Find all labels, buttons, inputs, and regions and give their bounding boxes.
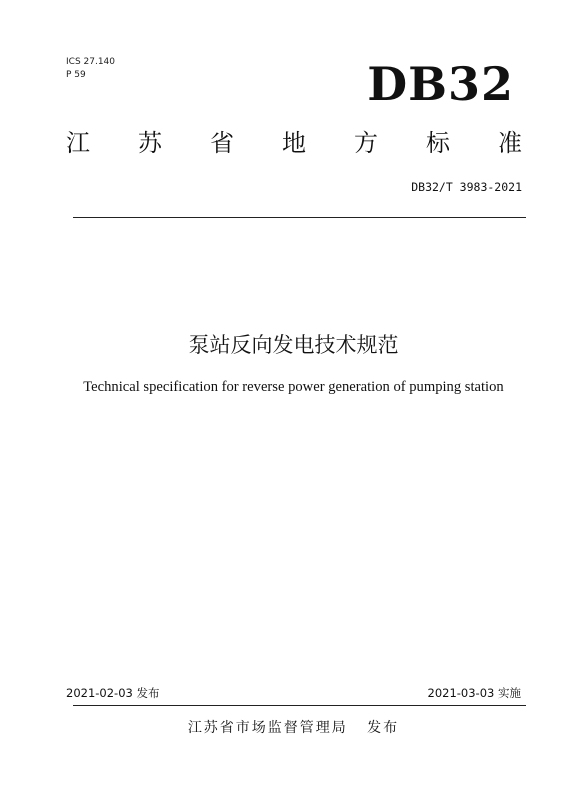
standard-type-char: 苏 [138,129,162,157]
standard-type-heading [66,128,522,158]
standard-type-char: 地 [282,129,306,157]
implementation-date: 2021-03-03 实施 [427,686,521,700]
standard-type-char: 江 [66,129,90,157]
footer-divider [73,705,526,706]
db32-logo: DB32 [367,57,514,111]
standard-type-char: 标 [426,129,450,157]
standard-type-char: 省 [210,129,234,157]
standard-type-char: 方 [354,129,378,157]
standard-type-char: 准 [498,129,522,157]
publisher-name: 江苏省市场监督管理局 [187,720,348,736]
publisher-line [0,719,587,737]
ics-code: ICS 27.140 [66,57,116,67]
standard-number: DB32/T 3983-2021 [411,180,522,194]
document-title-english: Technical specification for reverse power generation of pumping station [83,379,504,395]
issue-date: 2021-02-03 发布 [66,686,160,700]
document-title-chinese: 泵站反向发电技术规范 [188,333,399,357]
header-divider [73,217,526,218]
publisher-action: 发布 [367,720,400,736]
ccs-code: P 59 [66,70,86,80]
